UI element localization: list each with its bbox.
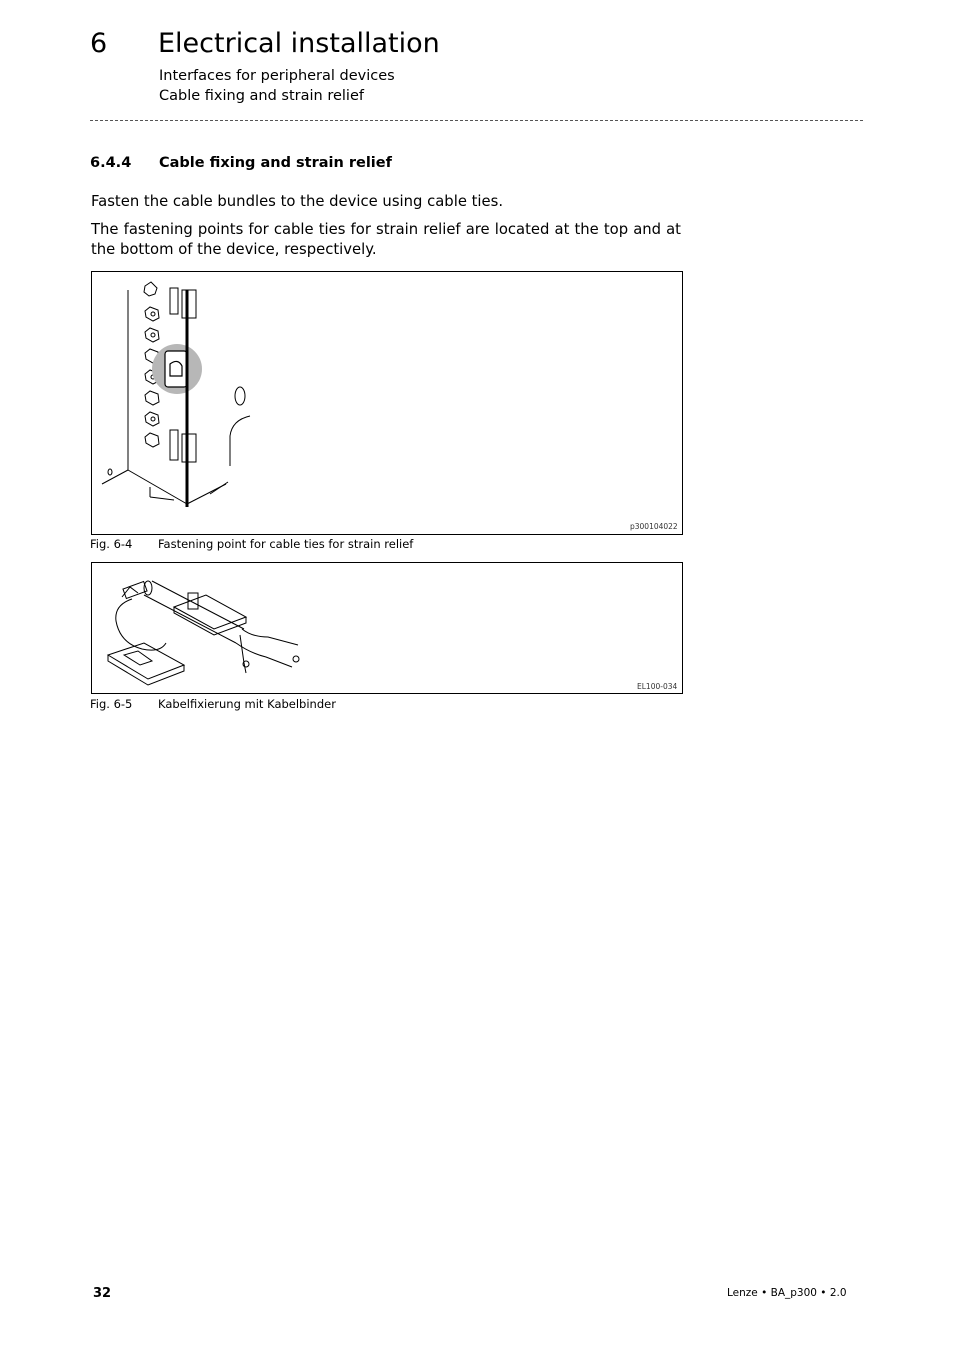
- cable-tie-illustration: [92, 563, 684, 695]
- chapter-title: Electrical installation: [158, 28, 440, 59]
- paragraph-fastening-points: The fastening points for cable ties for strain relief are located at the top and at the bottom of the device, respectively.: [91, 221, 681, 258]
- chapter-number: 6: [90, 28, 108, 59]
- figure-code: EL100-034: [637, 682, 678, 691]
- figure-caption: Fastening point for cable ties for strain relief: [158, 537, 414, 551]
- device-illustration: [92, 272, 684, 536]
- header-divider: [90, 120, 863, 121]
- figure-cable-tie: [91, 562, 683, 694]
- figure-label: Fig. 6-4: [90, 537, 133, 551]
- subheading-interfaces: Interfaces for peripheral devices: [159, 68, 395, 84]
- figure-caption: Kabelfixierung mit Kabelbinder: [158, 697, 336, 711]
- footer-reference: Lenze • BA_p300 • 2.0: [727, 1287, 847, 1299]
- figure-label: Fig. 6-5: [90, 697, 133, 711]
- figure-code: p300104022: [630, 522, 678, 531]
- section-number: 6.4.4: [90, 155, 132, 171]
- subheading-cable-fixing: Cable fixing and strain relief: [159, 88, 364, 104]
- figure-fastening-point: [91, 271, 683, 535]
- paragraph-fasten: Fasten the cable bundles to the device using cable ties.: [91, 193, 504, 210]
- section-title: Cable fixing and strain relief: [159, 155, 392, 171]
- page-number: 32: [93, 1286, 112, 1301]
